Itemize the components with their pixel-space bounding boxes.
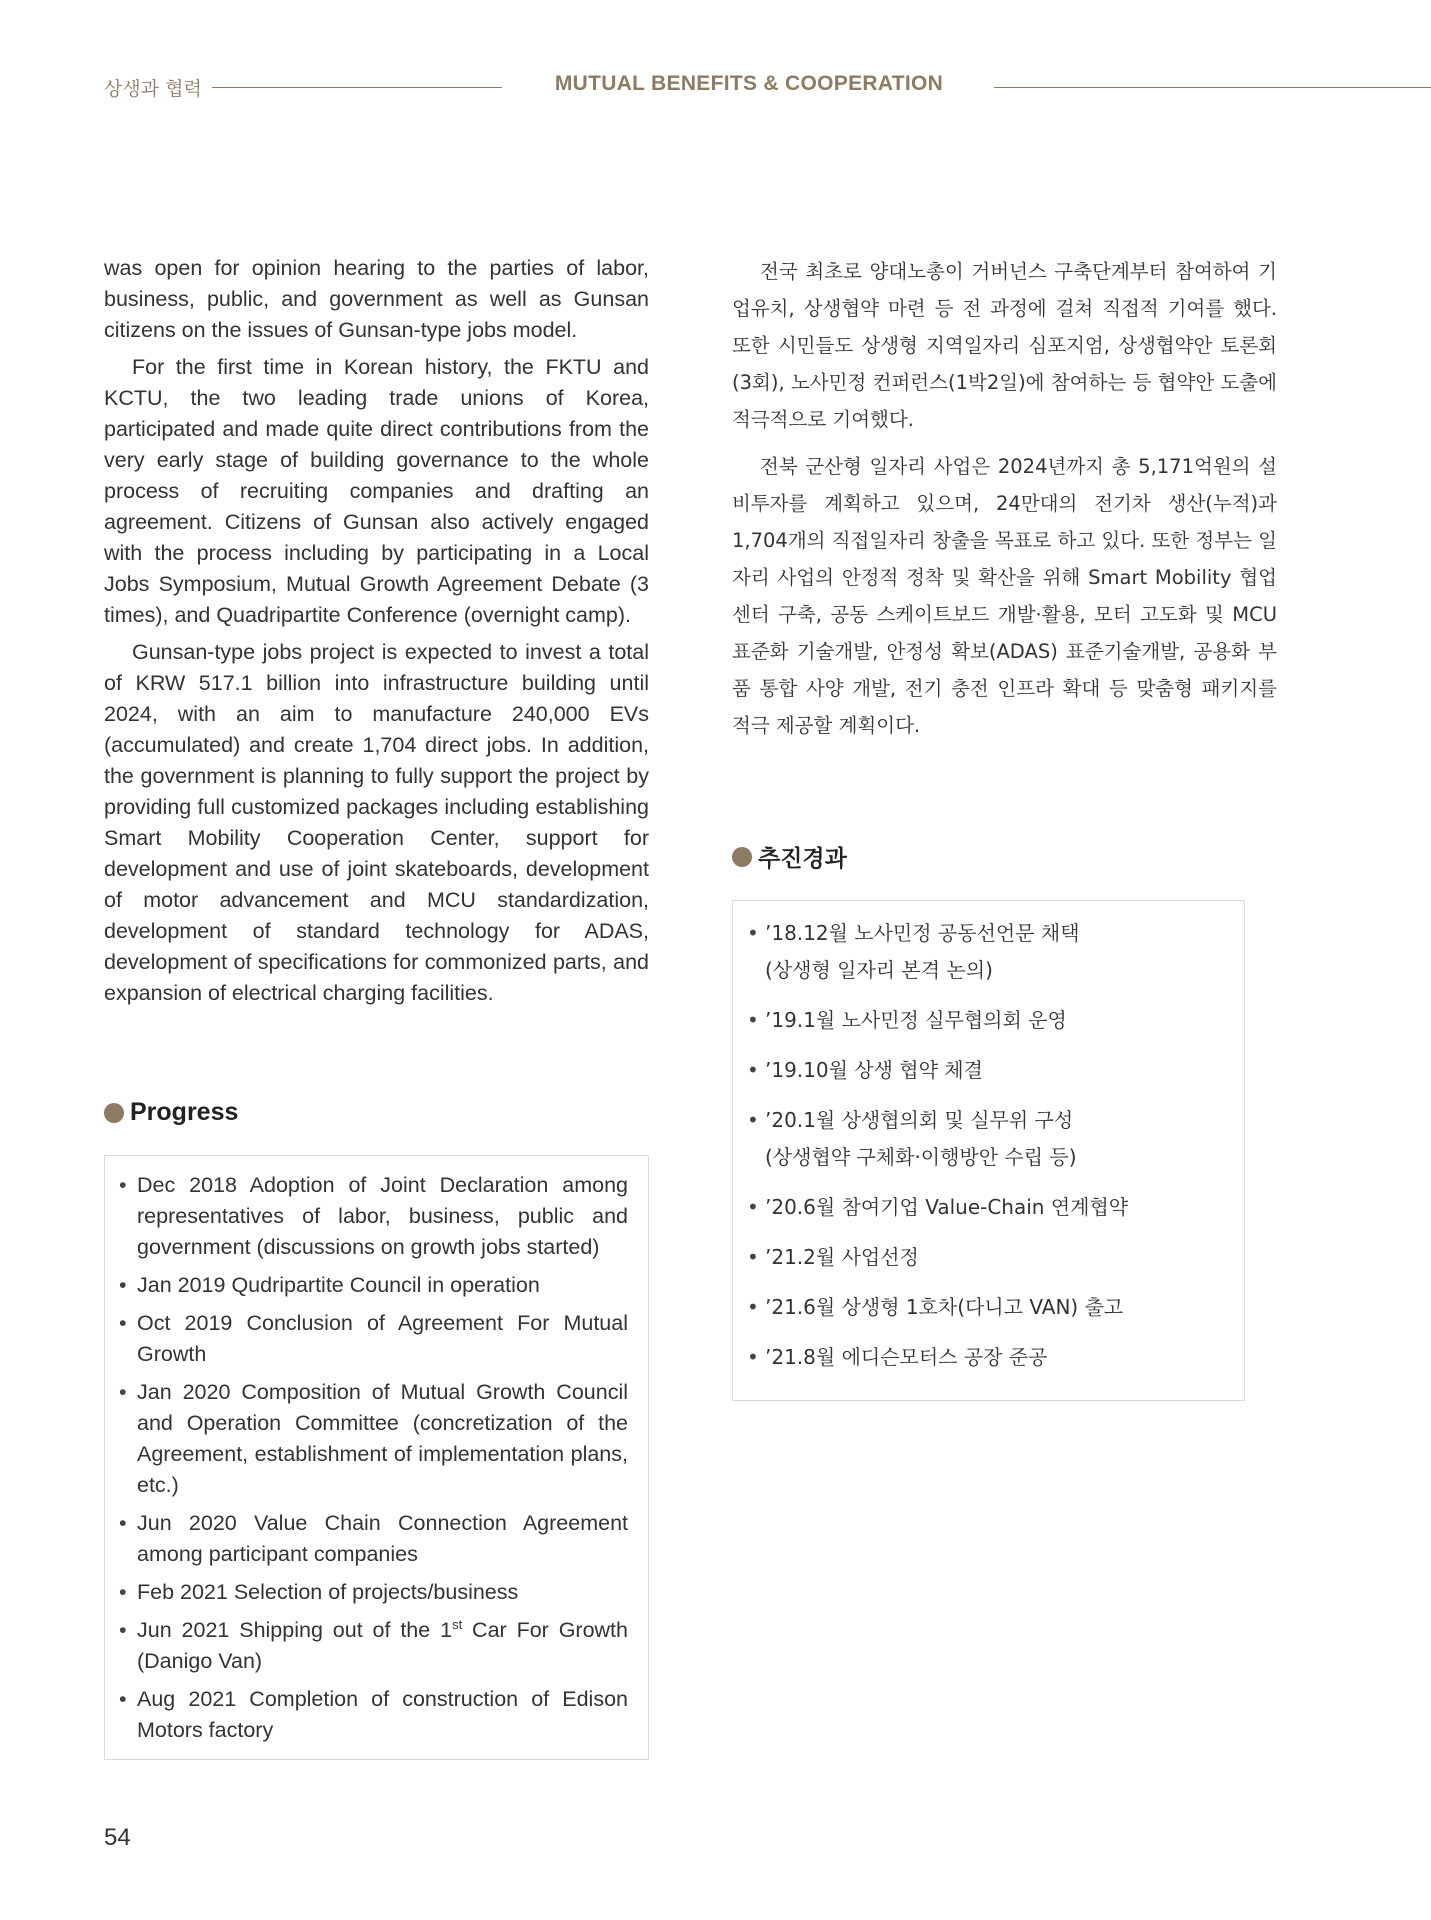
progress-item: • Oct 2019 Conclusion of Agreement For Mutual Growth [119,1308,628,1370]
progress-heading [104,1098,238,1127]
progress-item: • Dec 2018 Adoption of Joint Declaration among representatives of labor, business, public and government (discussions on growth jobs started) [119,1170,628,1263]
progress-item-ko: • ’21.2월 사업선정 [747,1239,1234,1276]
english-paragraph: was open for opinion hearing to the parties of labor, business, public, and government as well as Gunsan citizens on the issues of Gunsan-type jobs model. [104,256,649,342]
progress-item-line: (상생협약 구체화·이행방안 수립 등) [765,1145,1077,1169]
progress-item-ko: • ’19.10월 상생 협약 체결 [747,1052,1234,1089]
korean-paragraph: 전북 군산형 일자리 사업은 2024년까지 총 5,171억원의 설비투자를 계획하고 있으며, 24만대의 전기차 생산(누적)과 1,704개의 직접일자리 창출을 목표로 하고 있다. 또한 정부는 일자리 사업의 안정적 정착 및 확산을 위해 Smart Mobility 협업센터 구축, 공동 스케이트보드 개발·활용, 모터 고도화 및 MCU 표준화 기술개발, 안정성 확보(ADAS) 표준기술개발, 공용화 부품 통합 사양 개발, 전기 충전 인프라 확대 등 맞춤형 패키지를 적극 제공할 계획이다. [732,455,1277,737]
progress-heading-text-ko: 추진경과 [758,846,847,872]
progress-item-ko: • ’21.6월 상생형 1호차(다니고 VAN) 출고 [747,1289,1234,1326]
korean-paragraph: 전국 최초로 양대노총이 거버넌스 구축단계부터 참여하여 기업유치, 상생협약 마련 등 전 과정에 걸쳐 직접적 기여를 했다. 또한 시민들도 상생형 지역일자리 심포지엄, 상생협약안 토론회(3회), 노사민정 컨퍼런스(1박2일)에 참여하는 등 협약안 도출에 적극적으로 기여했다. [732,260,1277,431]
progress-item: • Jan 2020 Composition of Mutual Growth Council and Operation Committee (concretization of the Agreement, establishment of implementation plans, etc.) [119,1377,628,1501]
bullet-dot-icon [732,847,752,867]
progress-item: • Aug 2021 Completion of construction of Edison Motors factory [119,1684,628,1746]
progress-item-text: Car For Growth (Danigo Van) [137,1618,628,1673]
page-header [104,72,1431,102]
progress-item-line: ’20.1월 상생협의회 및 실무위 구성 [765,1108,1074,1132]
progress-item-ko [747,915,1234,989]
page-number: 54 [104,1824,131,1851]
progress-box-en [104,1155,649,1760]
progress-item-ko: • ’21.8월 에디슨모터스 공장 준공 [747,1339,1234,1376]
progress-item: • Feb 2021 Selection of projects/business [119,1577,628,1608]
korean-column [732,253,1277,754]
progress-item-ko: • ’20.6월 참여기업 Value-Chain 연계협약 [747,1189,1234,1226]
progress-box-ko [732,900,1245,1401]
progress-item: • Jun 2020 Value Chain Connection Agreement among participant companies [119,1508,628,1570]
english-paragraph: For the first time in Korean history, the FKTU and KCTU, the two leading trade unions of Korea, participated and made quite direct contributions from the very early stage of building governance to the whole process of recruiting companies and drafting an agreement. Citizens of Gunsan also actively engaged with the process including by participating in a Local Jobs Symposium, Mutual Growth Agreement Debate (3 times), and Quadripartite Conference (overnight camp). [104,355,649,627]
english-paragraph: Gunsan-type jobs project is expected to invest a total of KRW 517.1 billion into infrastructure building until 2024, with an aim to manufacture 240,000 EVs (accumulated) and create 1,704 direct jobs. In addition, the government is planning to fully support the project by providing full customized packages including establishing Smart Mobility Cooperation Center, support for development and use of joint skateboards, development of motor advancement and MCU standardization, development of standard technology for ADAS, development of specifications for commonized parts, and expansion of electrical charging facilities. [104,640,649,1005]
english-column [104,253,649,1015]
header-rule-left [212,87,502,88]
ordinal-suffix: st [452,1616,463,1632]
progress-heading-text: Progress [130,1098,239,1126]
progress-item-ko: • ’19.1월 노사민정 실무협의회 운영 [747,1002,1234,1039]
progress-item-text: Jun 2021 Shipping out of the 1 [137,1618,453,1642]
header-rule-right [994,87,1431,88]
section-label-ko: 상생과 협력 [104,78,202,100]
progress-item-ko [747,1102,1234,1176]
progress-item-line: (상생형 일자리 본격 논의) [765,958,993,982]
section-label-en: MUTUAL BENEFITS & COOPERATION [554,72,944,95]
progress-heading-ko [732,840,847,873]
progress-item [119,1615,628,1677]
progress-item: • Jan 2019 Qudripartite Council in operation [119,1270,628,1301]
progress-item-line: ’18.12월 노사민정 공동선언문 채택 [765,921,1080,945]
bullet-dot-icon [104,1103,124,1123]
